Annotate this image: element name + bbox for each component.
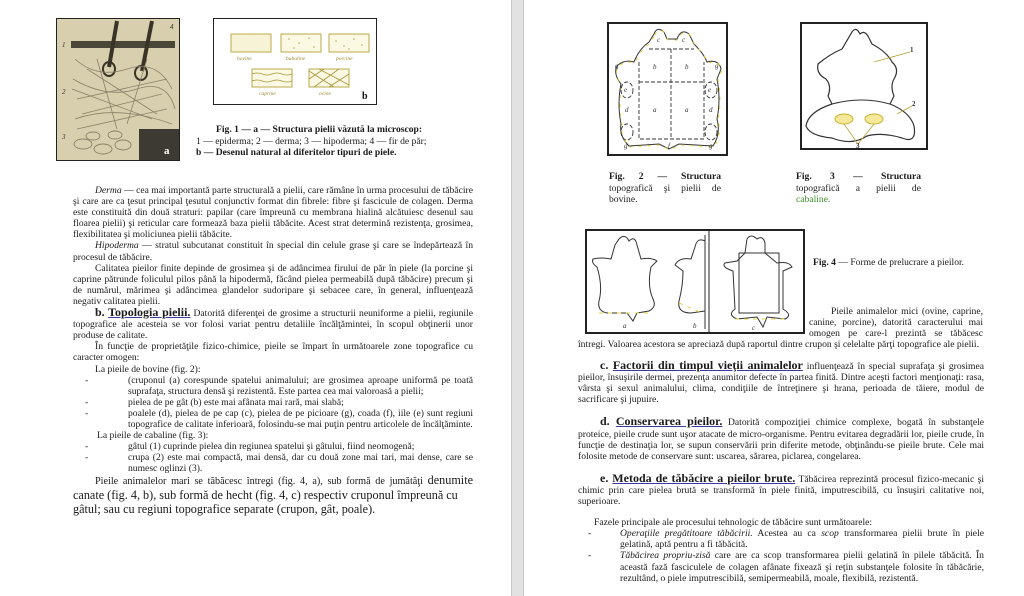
panel-a-label: a [164,145,170,157]
list-item: - pielea de pe gât (b) este mai afânata mai rară, mai slabă; [85,396,344,408]
region-label: 1 [910,46,914,54]
term-hipoderma: Hipoderma [95,240,139,252]
figure-1-caption [196,124,476,159]
region-label: d [709,106,713,114]
caption-line: b — Desenul natural al diferitelor tipuri de piele. [196,147,397,158]
region-label: f [668,142,670,150]
caption-line: 1 — epiderma; 2 — derma; 3 — hipoderma; 4 — fir de păr; [196,135,427,147]
cabaline-hide-diagram [802,24,926,148]
grain-sample [231,34,271,52]
paragraph-derma: Derma — cea mai importantă parte structurală a pielii, care rămâne în urma procesului de tăbăcire şi care are ca ţesut principal ţesutul conjunctiv format din fibrele: fibre şi fascicule de colagen. Derma este constituită din două straturi: papilar (care împreună cu membrana hialină alcătuiesc desenul sau floarea pielii) şi reticular care formează baza pielii tăbăcite. Acest strat determină rezistenţa, grosimea, flexibilitatea şi moliciunea pielii tăbăcite. [73,185,473,241]
region-label: e [708,86,712,94]
grain-patterns-illustration [214,19,376,104]
figure-3-caption [796,171,921,206]
list-item: - poalele (d), pielea de pe cap (c), pielea de pe picioare (g), coada (f), iile (e) sunt regiuni topografice de calitate inferioară, folosindu-se mai puţin pentru articolele de încălţăminte. [85,407,473,430]
section-c-heading: Factorii din timpul vieţii animalelor [612,358,803,373]
region-label: g [615,62,619,70]
bovine-hide-diagram [609,24,726,154]
figure-2-caption [609,171,721,206]
section-e-metoda: e. Metoda de tăbăcire a pieilor brute. Tăbăcirea reprezintă procesul fizico-mecanic şi chimic prin care pielea brută se transformă în piele finită, imputrescibilă, cu însuşiri calitative noi, superioare. [578,470,984,508]
layer-number: 1 [62,41,66,49]
panel-label-bg [139,129,179,160]
section-d-heading: Conservarea pieilor. [615,414,723,429]
caption-line: Fig. 1 — a — Structura pielii văzută la microscop: [216,124,423,135]
region-label: c [657,36,661,44]
region-label: g [624,142,628,150]
region-label: a [685,106,689,114]
region-divider [832,100,890,104]
grain-sample [252,69,292,87]
list-item: - Operaţiile pregătitoare tăbăcirii. Acestea au ca scop transformarea pielii brute în piele gelatină, aptă pentru a fi tăbăcită. [588,528,984,551]
term-derma: Derma [95,185,122,196]
grain-sample [281,34,321,52]
grain-sample-label: ovine [319,91,331,97]
region-label: 3 [856,142,860,148]
region-label: g [709,142,713,150]
list-item: - crupa (2) este mai compactă, mai densă, dar cu două zone mai tari, mai dense, care se numesc oglinzi (3). [85,452,473,475]
figure-1a-skin-microscope [56,18,180,161]
section-b-heading: Topologia pielii. [108,305,191,320]
layer-number: 3 [62,133,66,141]
paragraph-animale-mari: Pieile animalelor mari se tăbăcesc întregi (fig. 4, a), sub formă de jumătăţi denumite canate (fig. 4, b), sub formă de hecht (fig. 4, c) respectiv cruponul împreună cu gâtul; sau cu regiuni topografice separate (crupon, gât, poale). [73,473,473,516]
region-label: a [653,106,657,114]
caption-line: topografică şi pielii de [609,182,721,194]
region-label: g [715,62,719,70]
region-label: d [625,106,629,114]
region-label: b [653,63,657,71]
panel-b-label: b [362,91,368,102]
figure-4-processing-shapes [585,229,805,334]
half-hide-outline [675,235,705,329]
caption-line: cabaline. [796,194,831,205]
document-page-right [523,0,1024,596]
phases-intro: Fazele principale ale procesului tehnologic de tăbăcire sunt următoarele: [594,517,873,529]
section-e-heading: Metoda de tăbăcire a pieilor brute. [612,470,796,485]
grain-sample-label: bubaline [286,56,306,62]
paragraph-animale-mici-rest: întregi. Valoarea acestora se apreciază după raportul dintre crupon şi celelalte părţi topografice ale pielii. [578,339,979,350]
figure-2-bovine-topography [607,22,728,156]
hide-outline [806,29,915,141]
region-label: 2 [912,100,916,108]
grain-sample-label: caprine [259,91,276,97]
bovine-intro: La pieile de bovine (fig. 2): [95,363,201,375]
hide-outline [616,29,721,149]
grain-sample-label: bovine [237,56,252,62]
right-body-text [578,339,984,584]
section-b-topologia: b. Topologia pielii. Datorită diferenţei de grosime a structurii neuniforme a pielii, regiunile topografice ale acesteia se vor folosi variat pentru detaliile încălţămintei, în scopul obţinerii unor produse de calitate. [73,305,473,342]
caption-line: bovine. [609,194,638,205]
shape-label: a [623,322,627,330]
whole-hide-outline [593,236,658,321]
skin-structure-illustration [57,19,179,160]
section-d-conservarea: d. Conservarea pieilor. Datorită compoziţiei chimice complexe, bogată în substanţele proteice, pieile crude sunt uşor atacate de micro-organisme. Pentru evitarea degradării lor, pieile crude, în funcţie de destinaţia lor, se supun conservării prin diferite metode, obţinându-se pieile brute. Cele mai folosite metode de conservare sunt: uscarea, sărarea, piclarea, congelarea. [578,414,984,462]
grain-sample-label: porcine [336,56,353,62]
left-body-text [73,185,473,516]
paragraph-zones-intro: În funcţie de proprietăţile fizico-chimice, pieile se împart în următoarele zone topografice cu caracter omogen: [73,341,473,364]
section-c-factorii: c. Factorii din timpul vieţii animalelor influenţează în special suprafaţa şi grosimea pieilor, însuşirile dermei, prezenţa anumitor defecte în partea finită. Dintre aceşti factori menţionaţi: rasa, vârsta şi sexul animalului, clima, condiţiile de întreţinere şi hrana, perioada de tăiere, modul de sacrificare şi jupuire. [578,358,985,406]
list-item: - (cruponul (a) corespunde spatelui animalului; are grosimea aproape uniformă pe toată suprafaţa, structura densă şi rezistentă. Este partea cea mai valoroasă a pielii; [85,374,473,397]
paragraph-animale-mici-wrap: Pieile animalelor mici (ovine, caprine, canine, porcine), datorită caracterului mai omogen pe care-l prezintă se tăbăcesc [809,306,983,340]
cabaline-intro: La pieile de cabaline (fig. 3): [97,430,209,442]
layer-number: 2 [62,88,66,96]
paragraph-hipoderma: Hipoderma — stratul subcutanat constituit în special din celule grase şi care se îndepărtează în procesul de tăbăcire. [73,240,473,263]
region-label: e [624,86,628,94]
topographic-regions [621,49,717,140]
figure-4-caption: Fig. 4 — Forme de prelucrare a pieilor. [813,257,965,268]
figure-1b-grain-patterns [213,18,377,105]
shape-label: c [752,324,756,332]
crupon-region [739,253,779,313]
epidermis-layer [71,41,175,48]
caption-line: Fig. 2 — Structura [609,171,721,182]
mirror-zone [865,114,883,124]
list-item: - gâtul (1) cuprinde pielea din regiunea spatelui şi gâtului, fiind neomogenă; [85,441,415,453]
mirror-zone [835,114,853,124]
paragraph-calitatea: Calitatea pieilor finite depinde de grosimea şi de adâncimea firului de păr în piele (la porcine şi caprine pătrunde foliculul pilos până la hipodermă, făcând pielea permeabilă după tăbăcire) precum şi de numărul, mărimea şi adâncimea glandelor sudoripare şi sebacee care, în general, influenţează negativ calitatea pielii. [73,262,473,307]
caption-line: topografică a pielii de [796,182,921,194]
processing-shapes-diagram [587,231,803,332]
layer-number: 4 [170,23,174,31]
figure-3-cabaline-topography [800,22,928,150]
list-item: - Tăbăcirea propriu-zisă care are ca scop transformarea pielii gelatină în pilele tăbăcită. În această fază fasciculele de colagen afânate fixează şi reţin substanţele folosite în tăbăcărie, rezultând, o piele imputrescibilă, semipermeabilă, moale, flexibilă, rezistentă. [588,550,984,584]
shape-label: b [693,322,697,330]
region-label: b [685,63,689,71]
region-label: c [682,36,686,44]
caption-line: Fig. 3 — Structura [796,171,921,182]
